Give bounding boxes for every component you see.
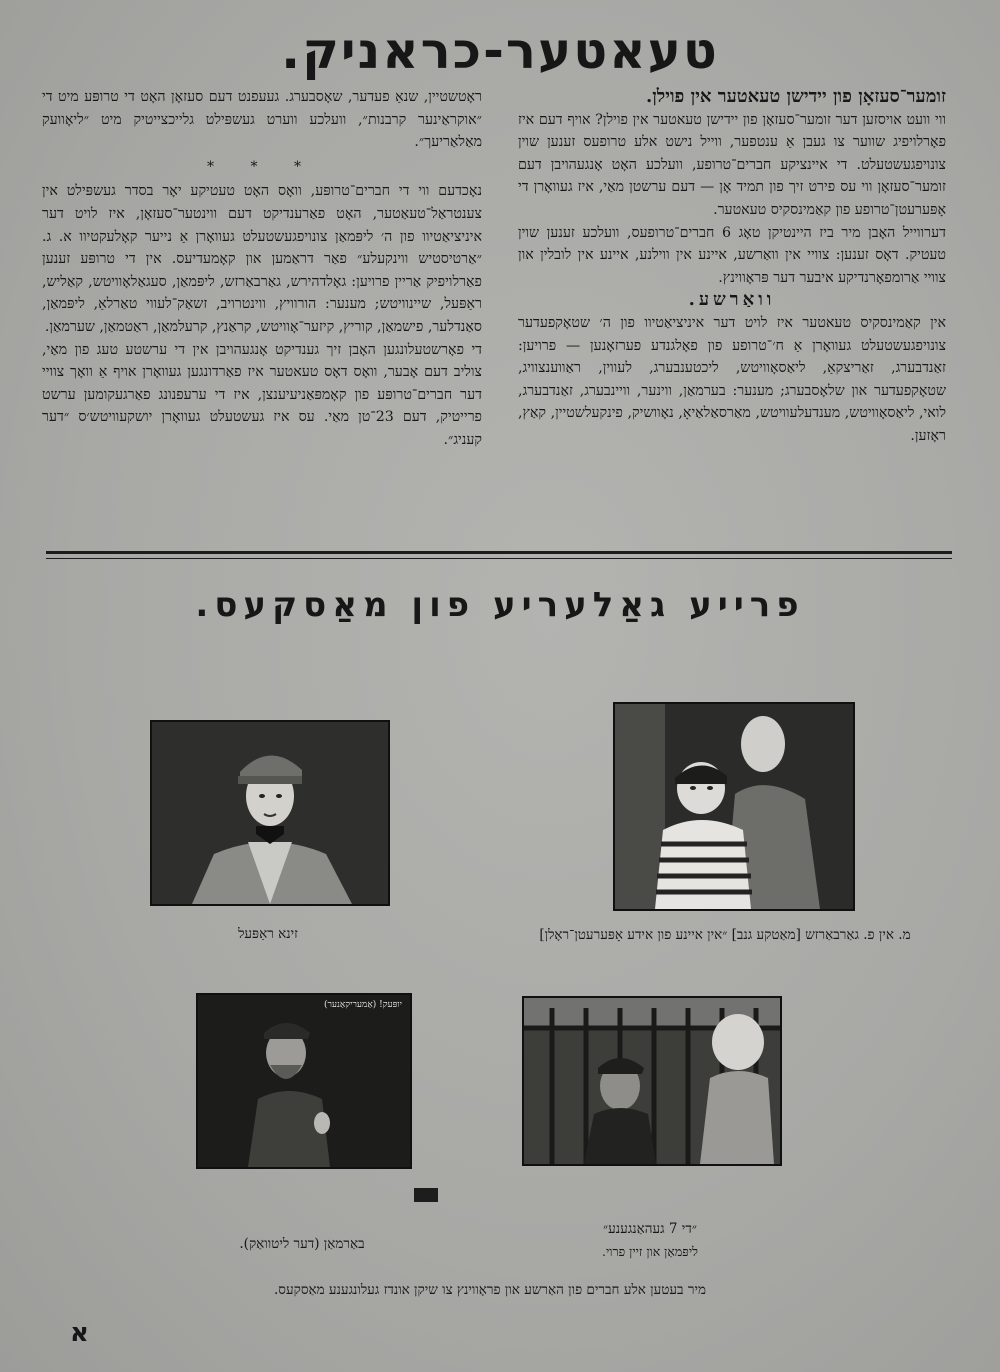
gallery-title: פרייע גאַלעריע פון מאַסקעס. <box>195 585 805 625</box>
photo-caption-subtitle: ליפּמאַן און זיין פרוי. <box>602 1244 698 1259</box>
section-divider-stars: * * * <box>207 158 317 175</box>
masthead-title: טעאטער-כראניק. <box>281 22 719 80</box>
article-paragraph: ראָטשטיין, שנאַ פעדער, שאָסבערג. געעפנט דעם סעזאָן האָט די טרופּע מיט די ״אוקראַינער קרבנות״, וועלכע ווערט געשפּילט גלייכצייטיק מיט ״ליאָוועק מאַלאַריעך״. <box>42 89 482 151</box>
photo-behind-bars <box>522 996 782 1166</box>
ink-smudge <box>414 1188 438 1202</box>
page-number: א <box>70 1318 89 1348</box>
article-paragraph: די פאָרשטעלונגען האָבן זיך גענדיקט אָנגעהויבן אין די ערשטע טעג פון מאַי, צוליב דעם אָבער, וואָס דאָס טעאטער איז פאַרדונגען געוואָרן אויף אַ וואָך צוויי דער חברים־טרופּע פון קאָמפּאַניעיענצן, איז די ערעפנונג פאַרגעקומען ערשט פרייטיק, דעם 23־טן מאַי. עס איז געשטעלט געוואָרן יושקעוויטש׳ס ״דער קעניג״. <box>42 341 482 448</box>
photo-bearded-man <box>196 993 412 1169</box>
photo-caption: באַרמאַן (דער ליטוואַק). <box>239 1236 365 1252</box>
double-rule-thin <box>46 558 952 559</box>
gallery-footer-note: מיר בעטען אלע חברים פון האַרשע און פראָווינץ צו שיקן אונדז געלונגענע מאַסקעס. <box>273 1282 707 1298</box>
photo-caption: מ. אין פ. גאַרבאַרזש [מאַטקע גנב] ״אין איינע פון אידע אָפּערעטן־ראָלן] <box>539 927 911 943</box>
article-left-column <box>42 86 482 452</box>
article-paragraph: נאָכדעם ווי די חברים־טרופּע, וואָס האָט טעטיקע יאָר בסדר געשפּילט אין צענטראַל־טעאַטער, האָט פאַרענדיקט דעם ווינטער־סעזאָן, איז לויט דער איניציאַטיוו פון ה׳ ליפּמאַן צונויפגעשטעלט געוואָרן אַ נייער קאָלעקטיוו א. ג. ״אַרטיסטיש ווינקעלע״ פאַר דראַמען און קאָמעדיעס. אין די טרופּע זענען פאַרלויפיק אַריין פרויען: גאָלדהירש, גאַרבאַרזש, ליפּמאַן, סעגאַלאָוויטש, קאַליש, ראַפּעל, שיינוויטש; מענער: הורוויץ, ווינטרויב, זשאַק־לעווי טאַרלאַ, ליפּמאַן, סאַנדלער, פישמאַן, קוריץ, קיזער־אָוויטש, קראַנץ, קרעלמאַן, ראַטמאַן, שערמאַן. <box>42 183 482 335</box>
article-paragraph: דערווייל האָבן מיר ביז היינטיקן טאָג 6 חברים־טרופעס, וועלכע זענען שוין טעטיק. דאָס זענען: צוויי אין וואַרשע, איינע אין ווילנע, איינע אין לובלין און צוויי אַרומפאָרנדיקע איבער דער פּראָווינץ. <box>518 224 947 286</box>
photo-inscription: יופּעק! (אַמעריקאַנער) <box>323 1000 402 1010</box>
double-rule-thick <box>46 551 952 554</box>
article-paragraph: אין קאַמינסקיס טעאטער איז לויט דער איניציאַטיוו פון ה׳ שטאָקפעדער צונויפגעשטעלט געוואָרן אַ ח׳־טרופע פון פאָלגנדע פערזאָנען — פרויען: זאַנדבערג, זאַריצקאַ, ליאַסאָוויטש, ליכטענבערג, לעווין, ראַווענצוויג, שטאָקפעדער און שלאָסבערג; מענער: בערמאַן, ווינער, וויינבערג, זאַנדבערג, לואי, ליאַסאָוויטש, מענדעלעוויטש, מאַרסאַלאַיאָ, נאָוושיק, פינקעלשטיין, קאַץ, ראָזען. <box>518 314 946 444</box>
photo-caption: זינא ראַפּעל <box>238 926 298 942</box>
photo-woman-in-cap <box>150 720 390 906</box>
article-heading: זומער־סעזאָן פון יידישן טעאטער אין פוילן. <box>645 86 946 107</box>
section-subhead-warsaw: וואַרשע. <box>688 289 776 311</box>
photo-two-performers <box>613 702 855 911</box>
article-paragraph: ווי וועט אויסזען דער זומער־סעזאָן פון יידישן טעאטער אין פוילן? אויף דעם איז פאָרלויפיג שווער צו געבן אַ ענטפער, ווייל נישט אלע טרופעס זענען שוין צונויפגעשטעלט. די איינציקע חברים־טרופע, וועלכע האָט אָנגעהויבן דעם זומער־סעזאָן ווי עס פירט זיך פון תמיד אָן — דעם ערשטן מאַי, איז געוואָרן די אָפּערעטן־טרופע פון קאַמינסקיס טעאטער. <box>518 111 946 218</box>
photo-caption-title: ״די 7 געהאַנגענע״ <box>603 1221 697 1237</box>
article-right-column <box>518 86 946 448</box>
